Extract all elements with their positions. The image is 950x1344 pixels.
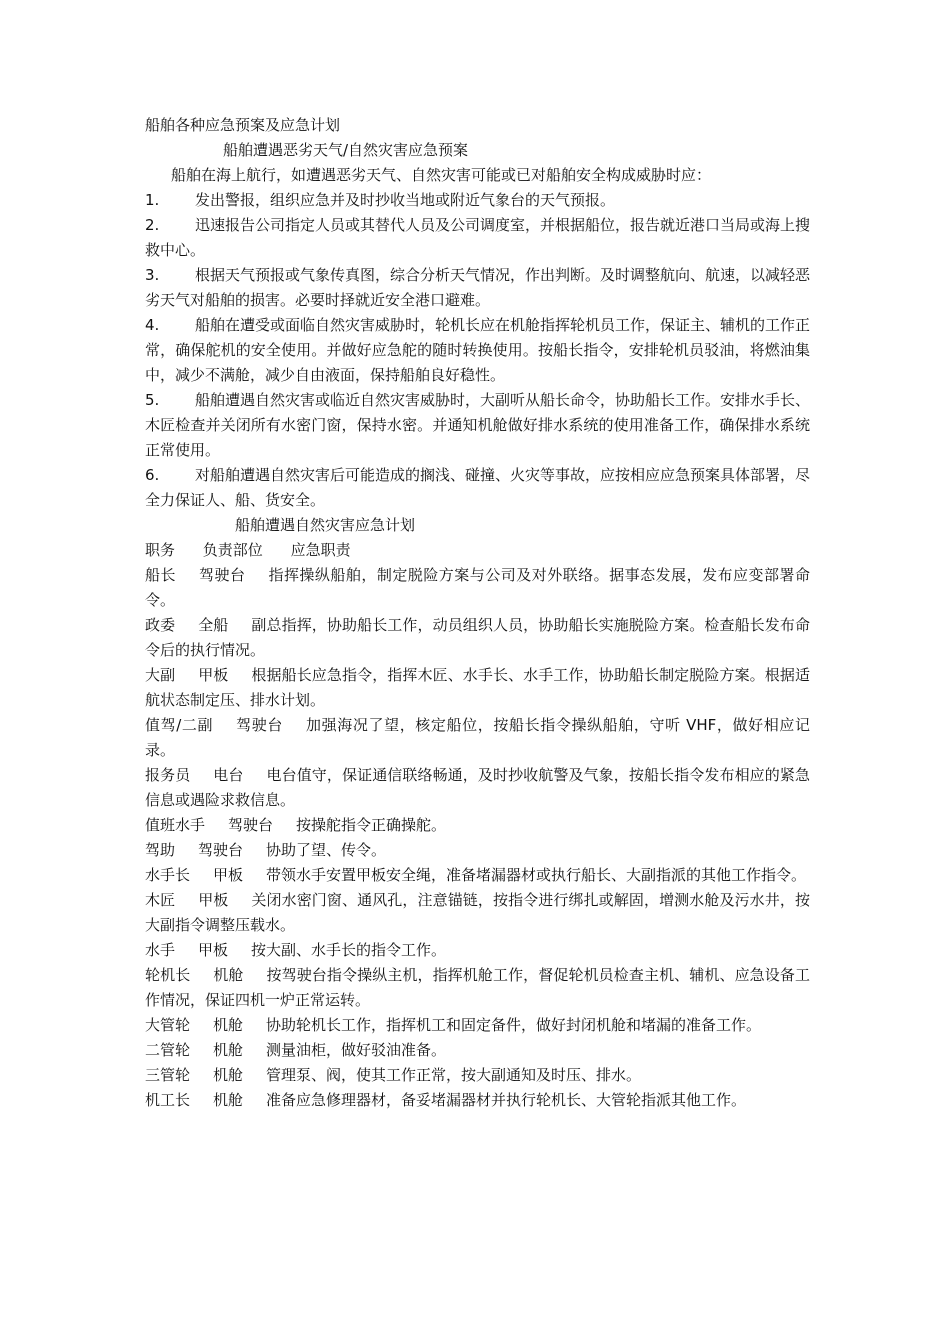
table-row [145, 613, 810, 663]
list-item-number: 2. [145, 216, 160, 234]
row-duty: 指挥操纵船舶，制定脱险方案与公司及对外联络。据事态发展，发布应变部署命令。 [145, 566, 810, 609]
list-item-number: 3. [145, 266, 160, 284]
row-place: 电台 [213, 766, 244, 784]
row-role: 木匠 [145, 891, 176, 909]
row-role: 机工长 [145, 1091, 191, 1109]
table-row [145, 963, 810, 1013]
section1-list [145, 188, 810, 513]
row-place: 驾驶台 [236, 716, 283, 734]
row-place: 甲板 [198, 941, 229, 959]
table-row [145, 763, 810, 813]
table-row [145, 938, 810, 963]
row-role: 值班水手 [145, 816, 206, 834]
list-item [145, 188, 810, 213]
list-item-text: 对船舶遭遇自然灾害后可能造成的搁浅、碰撞、火灾等事故，应按相应应急预案具体部署，尽全力保证人、船、货安全。 [145, 466, 811, 509]
table-row [145, 563, 810, 613]
row-duty: 协助了望、传令。 [266, 841, 387, 859]
table-row [145, 1013, 810, 1038]
plan-rows [145, 563, 810, 1113]
table-row [145, 1088, 810, 1113]
document-title: 船舶各种应急预案及应急计划 [145, 116, 341, 134]
table-row [145, 888, 810, 938]
list-item-number: 4. [145, 316, 160, 334]
table-row [145, 838, 810, 863]
plan-header-row [145, 538, 810, 563]
row-duty: 协助轮机长工作，指挥机工和固定备件，做好封闭机舱和堵漏的准备工作。 [266, 1016, 762, 1034]
table-row [145, 663, 810, 713]
row-place: 机舱 [213, 1066, 244, 1084]
row-place: 机舱 [213, 1016, 244, 1034]
header-role: 职务 [145, 541, 176, 559]
row-place: 机舱 [213, 1091, 244, 1109]
table-row [145, 1038, 810, 1063]
row-place: 甲板 [198, 891, 229, 909]
list-item-text: 船舶遭遇自然灾害或临近自然灾害威胁时，大副听从船长命令，协助船长工作。安排水手长、木匠检查并关闭所有水密门窗，保持水密。并通知机舱做好排水系统的使用准备工作，确保排水系统正常使用。 [145, 391, 811, 459]
row-role: 驾助 [145, 841, 176, 859]
list-item-text: 发出警报，组织应急并及时抄收当地或附近气象台的天气预报。 [195, 191, 616, 209]
row-duty: 准备应急修理器材，备妥堵漏器材并执行轮机长、大管轮指派其他工作。 [266, 1091, 747, 1109]
row-place: 驾驶台 [198, 841, 244, 859]
header-place: 负责部位 [202, 541, 263, 559]
list-item-text: 根据天气预报或气象传真图，综合分析天气情况，作出判断。及时调整航向、航速，以减轻恶劣天气对船舶的损害。必要时择就近安全港口避难。 [145, 266, 811, 309]
row-role: 政委 [145, 616, 176, 634]
list-item [145, 263, 810, 313]
row-duty: 关闭水密门窗、通风孔，注意锚链，按指令进行绑扎或解固，增测水舱及污水井，按大副指令调整压载水。 [145, 891, 810, 934]
list-item [145, 388, 810, 463]
list-item [145, 463, 810, 513]
row-duty: 加强海况了望，核定船位，按船长指令操纵船舶，守听 VHF，做好相应记录。 [145, 716, 810, 759]
section2-heading: 船舶遭遇自然灾害应急计划 [235, 516, 416, 534]
section1-heading: 船舶遭遇恶劣天气/自然灾害应急预案 [223, 141, 469, 159]
list-item [145, 313, 810, 388]
row-place: 全船 [198, 616, 229, 634]
row-role: 报务员 [145, 766, 191, 784]
list-item-number: 1. [145, 191, 160, 209]
list-item-number: 6. [145, 466, 160, 484]
row-role: 船长 [145, 566, 176, 584]
row-duty: 管理泵、阀，使其工作正常，按大副通知及时压、排水。 [266, 1066, 642, 1084]
row-role: 水手长 [145, 866, 191, 884]
row-duty: 根据船长应急指令，指挥木匠、水手长、水手工作，协助船长制定脱险方案。根据适航状态制定压、排水计划。 [145, 666, 810, 709]
row-duty: 按操舵指令正确操舵。 [296, 816, 447, 834]
table-row [145, 863, 810, 888]
row-place: 机舱 [213, 1041, 244, 1059]
document-body [145, 113, 810, 1113]
row-place: 机舱 [213, 966, 244, 984]
row-role: 值驾/二副 [145, 716, 214, 734]
list-item [145, 213, 810, 263]
row-duty: 副总指挥，协助船长工作，动员组织人员，协助船长实施脱险方案。检查船长发布命令后的执行情况。 [145, 616, 810, 659]
row-place: 驾驶台 [198, 566, 246, 584]
row-place: 驾驶台 [228, 816, 274, 834]
row-role: 大副 [145, 666, 176, 684]
row-place: 甲板 [198, 666, 229, 684]
row-role: 轮机长 [145, 966, 191, 984]
table-row [145, 1063, 810, 1088]
row-role: 二管轮 [145, 1041, 191, 1059]
list-item-text: 迅速报告公司指定人员或其替代人员及公司调度室，并根据船位，报告就近港口当局或海上搜救中心。 [145, 216, 811, 259]
section1-intro: 船舶在海上航行，如遭遇恶劣天气、自然灾害可能或已对船舶安全构成威胁时应： [171, 166, 712, 184]
list-item-text: 船舶在遭受或面临自然灾害威胁时，轮机长应在机舱指挥轮机员工作，保证主、辅机的工作正常，确保舵机的安全使用。并做好应急舵的随时转换使用。按船长指令，安排轮机员驳油，将燃油集中，减少不满舱，减少自由液面，保持船舶良好稳性。 [145, 316, 811, 384]
row-place: 甲板 [213, 866, 244, 884]
row-role: 水手 [145, 941, 176, 959]
row-duty: 按驾驶台指令操纵主机，指挥机舱工作，督促轮机员检查主机、辅机、应急设备工作情况，保证四机一炉正常运转。 [145, 966, 810, 1009]
table-row [145, 713, 810, 763]
list-item-number: 5. [145, 391, 160, 409]
header-duty: 应急职责 [290, 541, 351, 559]
table-row [145, 813, 810, 838]
row-role: 三管轮 [145, 1066, 191, 1084]
row-duty: 电台值守，保证通信联络畅通，及时抄收航警及气象，按船长指令发布相应的紧急信息或遇险求救信息。 [145, 766, 810, 809]
row-duty: 测量油柜，做好驳油准备。 [266, 1041, 447, 1059]
row-role: 大管轮 [145, 1016, 191, 1034]
row-duty: 按大副、水手长的指令工作。 [251, 941, 447, 959]
row-duty: 带领水手安置甲板安全绳，准备堵漏器材或执行船长、大副指派的其他工作指令。 [266, 866, 807, 884]
